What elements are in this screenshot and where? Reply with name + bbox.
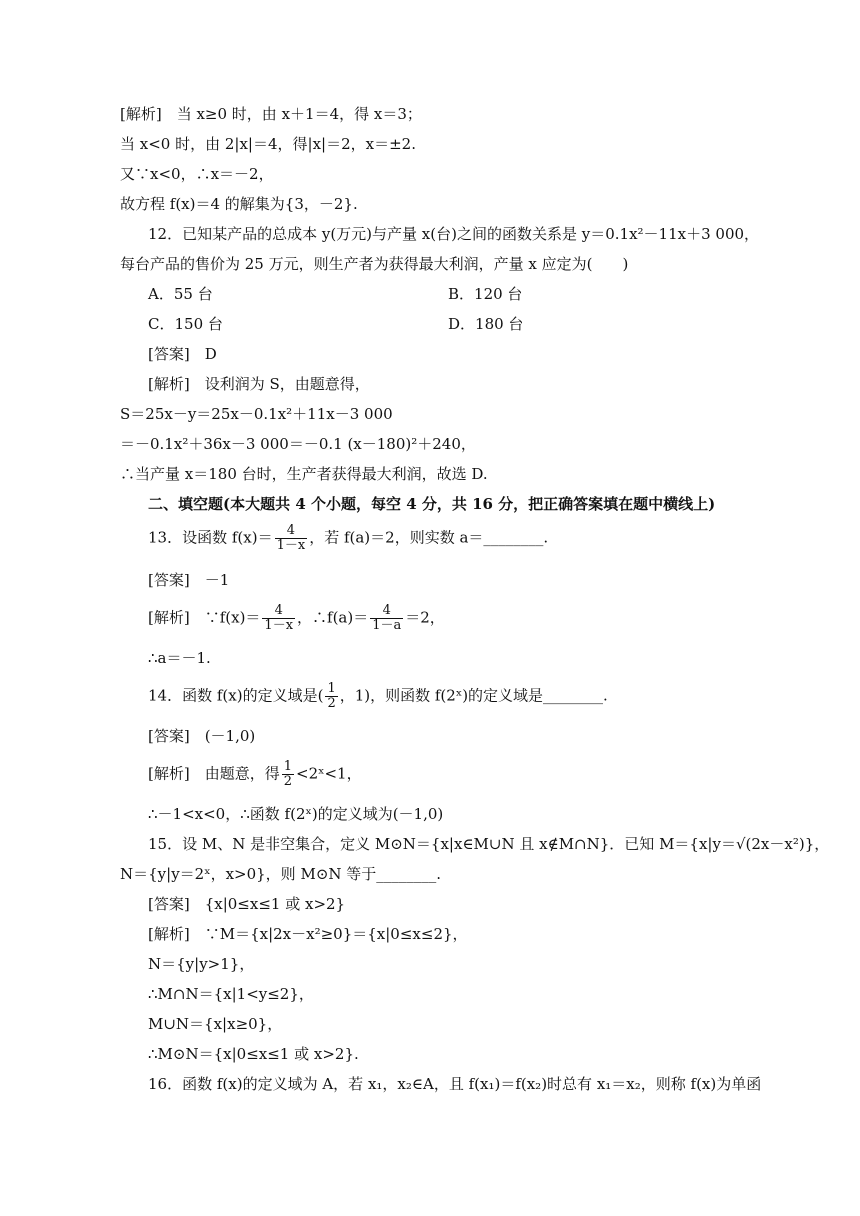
solution-11-line-2: 当 x<0 时，由 2|x|＝4，得|x|＝2，x＝±2.	[120, 135, 416, 153]
fraction-numerator: 1	[327, 681, 336, 696]
solution-13-line-1	[148, 604, 445, 633]
question-12-line-2: 每台产品的售价为 25 万元，则生产者为获得最大利润，产量 x 应定为( )	[120, 255, 629, 273]
question-15-line-1: 15．设 M、N 是非空集合，定义 M⊙N＝{x|x∈M∪N 且 x∉M∩N}．已知 M＝{x|y＝√(2x－x²)}，	[148, 835, 830, 853]
solution-12-line-1: [解析] 设利润为 S，由题意得，	[148, 375, 370, 393]
section-2-heading: 二、填空题(本大题共 4 个小题，每空 4 分，共 16 分，把正确答案填在题中横线上)	[148, 495, 716, 513]
question-13-prefix: 13．设函数 f(x)＝	[148, 528, 273, 547]
solution-15-line-3: ∴M∩N＝{x|1<y≤2}，	[148, 985, 314, 1003]
fraction-denominator: 2	[283, 774, 292, 789]
solution-14-line-2: ∴－1<x<0，∴函数 f(2ˣ)的定义域为(－1,0)	[148, 805, 444, 823]
solution-11-line-3: 又∵x<0，∴x＝－2，	[120, 165, 274, 183]
solution-15-line-4: M∪N＝{x|x≥0}，	[148, 1015, 283, 1033]
solution-12-line-3: ＝－0.1x²＋36x－3 000＝－0.1 (x－180)²＋240，	[120, 435, 476, 453]
solution-13-fraction-1	[262, 604, 295, 633]
answer-12: [答案] D	[148, 345, 217, 363]
question-12-line-1: 12．已知某产品的总成本 y(万元)与产量 x(台)之间的函数关系是 y＝0.1x²－11x＋3 000，	[148, 225, 760, 243]
answer-14: [答案] (－1,0)	[148, 727, 256, 745]
answer-15: [答案] {x|0≤x≤1 或 x>2}	[148, 895, 346, 913]
fraction-denominator: 1－a	[372, 618, 402, 633]
question-16-line-1: 16．函数 f(x)的定义域为 A，若 x₁，x₂∈A，且 f(x₁)＝f(x₂)时总有 x₁＝x₂，则称 f(x)为单函	[148, 1075, 762, 1093]
question-14-prefix: 14．函数 f(x)的定义域是(	[148, 686, 324, 705]
question-14	[148, 682, 608, 711]
option-a: A．55 台	[148, 285, 213, 303]
question-14-suffix: ，1)，则函数 f(2ˣ)的定义域是________.	[339, 686, 608, 705]
option-d: D．180 台	[448, 315, 524, 333]
solution-13-middle: ，∴f(a)＝	[297, 608, 369, 627]
question-14-fraction	[325, 682, 337, 711]
solution-14-line-1	[148, 760, 362, 789]
solution-15-line-1: [解析] ∵M＝{x|2x－x²≥0}＝{x|0≤x≤2}，	[148, 925, 468, 943]
fraction-numerator: 4	[262, 604, 295, 619]
question-13	[148, 524, 548, 553]
solution-14-fraction	[282, 760, 294, 789]
solution-12-line-4: ∴当产量 x＝180 台时，生产者获得最大利润，故选 D.	[120, 465, 488, 483]
question-13-suffix: ，若 f(a)＝2，则实数 a＝________.	[309, 528, 549, 547]
solution-11-line-1: [解析] 当 x≥0 时，由 x＋1＝4，得 x＝3；	[120, 105, 422, 123]
fraction-numerator: 1	[283, 759, 292, 774]
solution-13-prefix: [解析] ∵f(x)＝	[148, 608, 261, 627]
solution-14-prefix: [解析] 由题意，得	[148, 764, 280, 783]
fraction-denominator: 1－x	[264, 618, 294, 633]
solution-13-suffix: ＝2，	[405, 608, 445, 627]
answer-13: [答案] －1	[148, 571, 230, 589]
solution-13-line-2: ∴a＝－1.	[148, 649, 211, 667]
fraction-denominator: 1－x	[276, 538, 306, 553]
fraction-numerator: 4	[275, 524, 308, 539]
solution-15-line-2: N＝{y|y>1}，	[148, 955, 255, 973]
solution-11-line-4: 故方程 f(x)＝4 的解集为{3，－2}.	[120, 195, 358, 213]
option-b: B．120 台	[448, 285, 523, 303]
question-15-line-2: N＝{y|y＝2ˣ，x>0}，则 M⊙N 等于________.	[120, 865, 442, 883]
fraction-denominator: 2	[327, 696, 336, 711]
option-c: C．150 台	[148, 315, 223, 333]
fraction-numerator: 4	[370, 604, 403, 619]
solution-15-line-5: ∴M⊙N＝{x|0≤x≤1 或 x>2}.	[148, 1045, 359, 1063]
solution-14-suffix: <2ˣ<1，	[296, 764, 362, 783]
question-13-fraction	[275, 524, 308, 553]
solution-12-line-2: S＝25x－y＝25x－0.1x²＋11x－3 000	[120, 405, 393, 423]
solution-13-fraction-2	[370, 604, 403, 633]
